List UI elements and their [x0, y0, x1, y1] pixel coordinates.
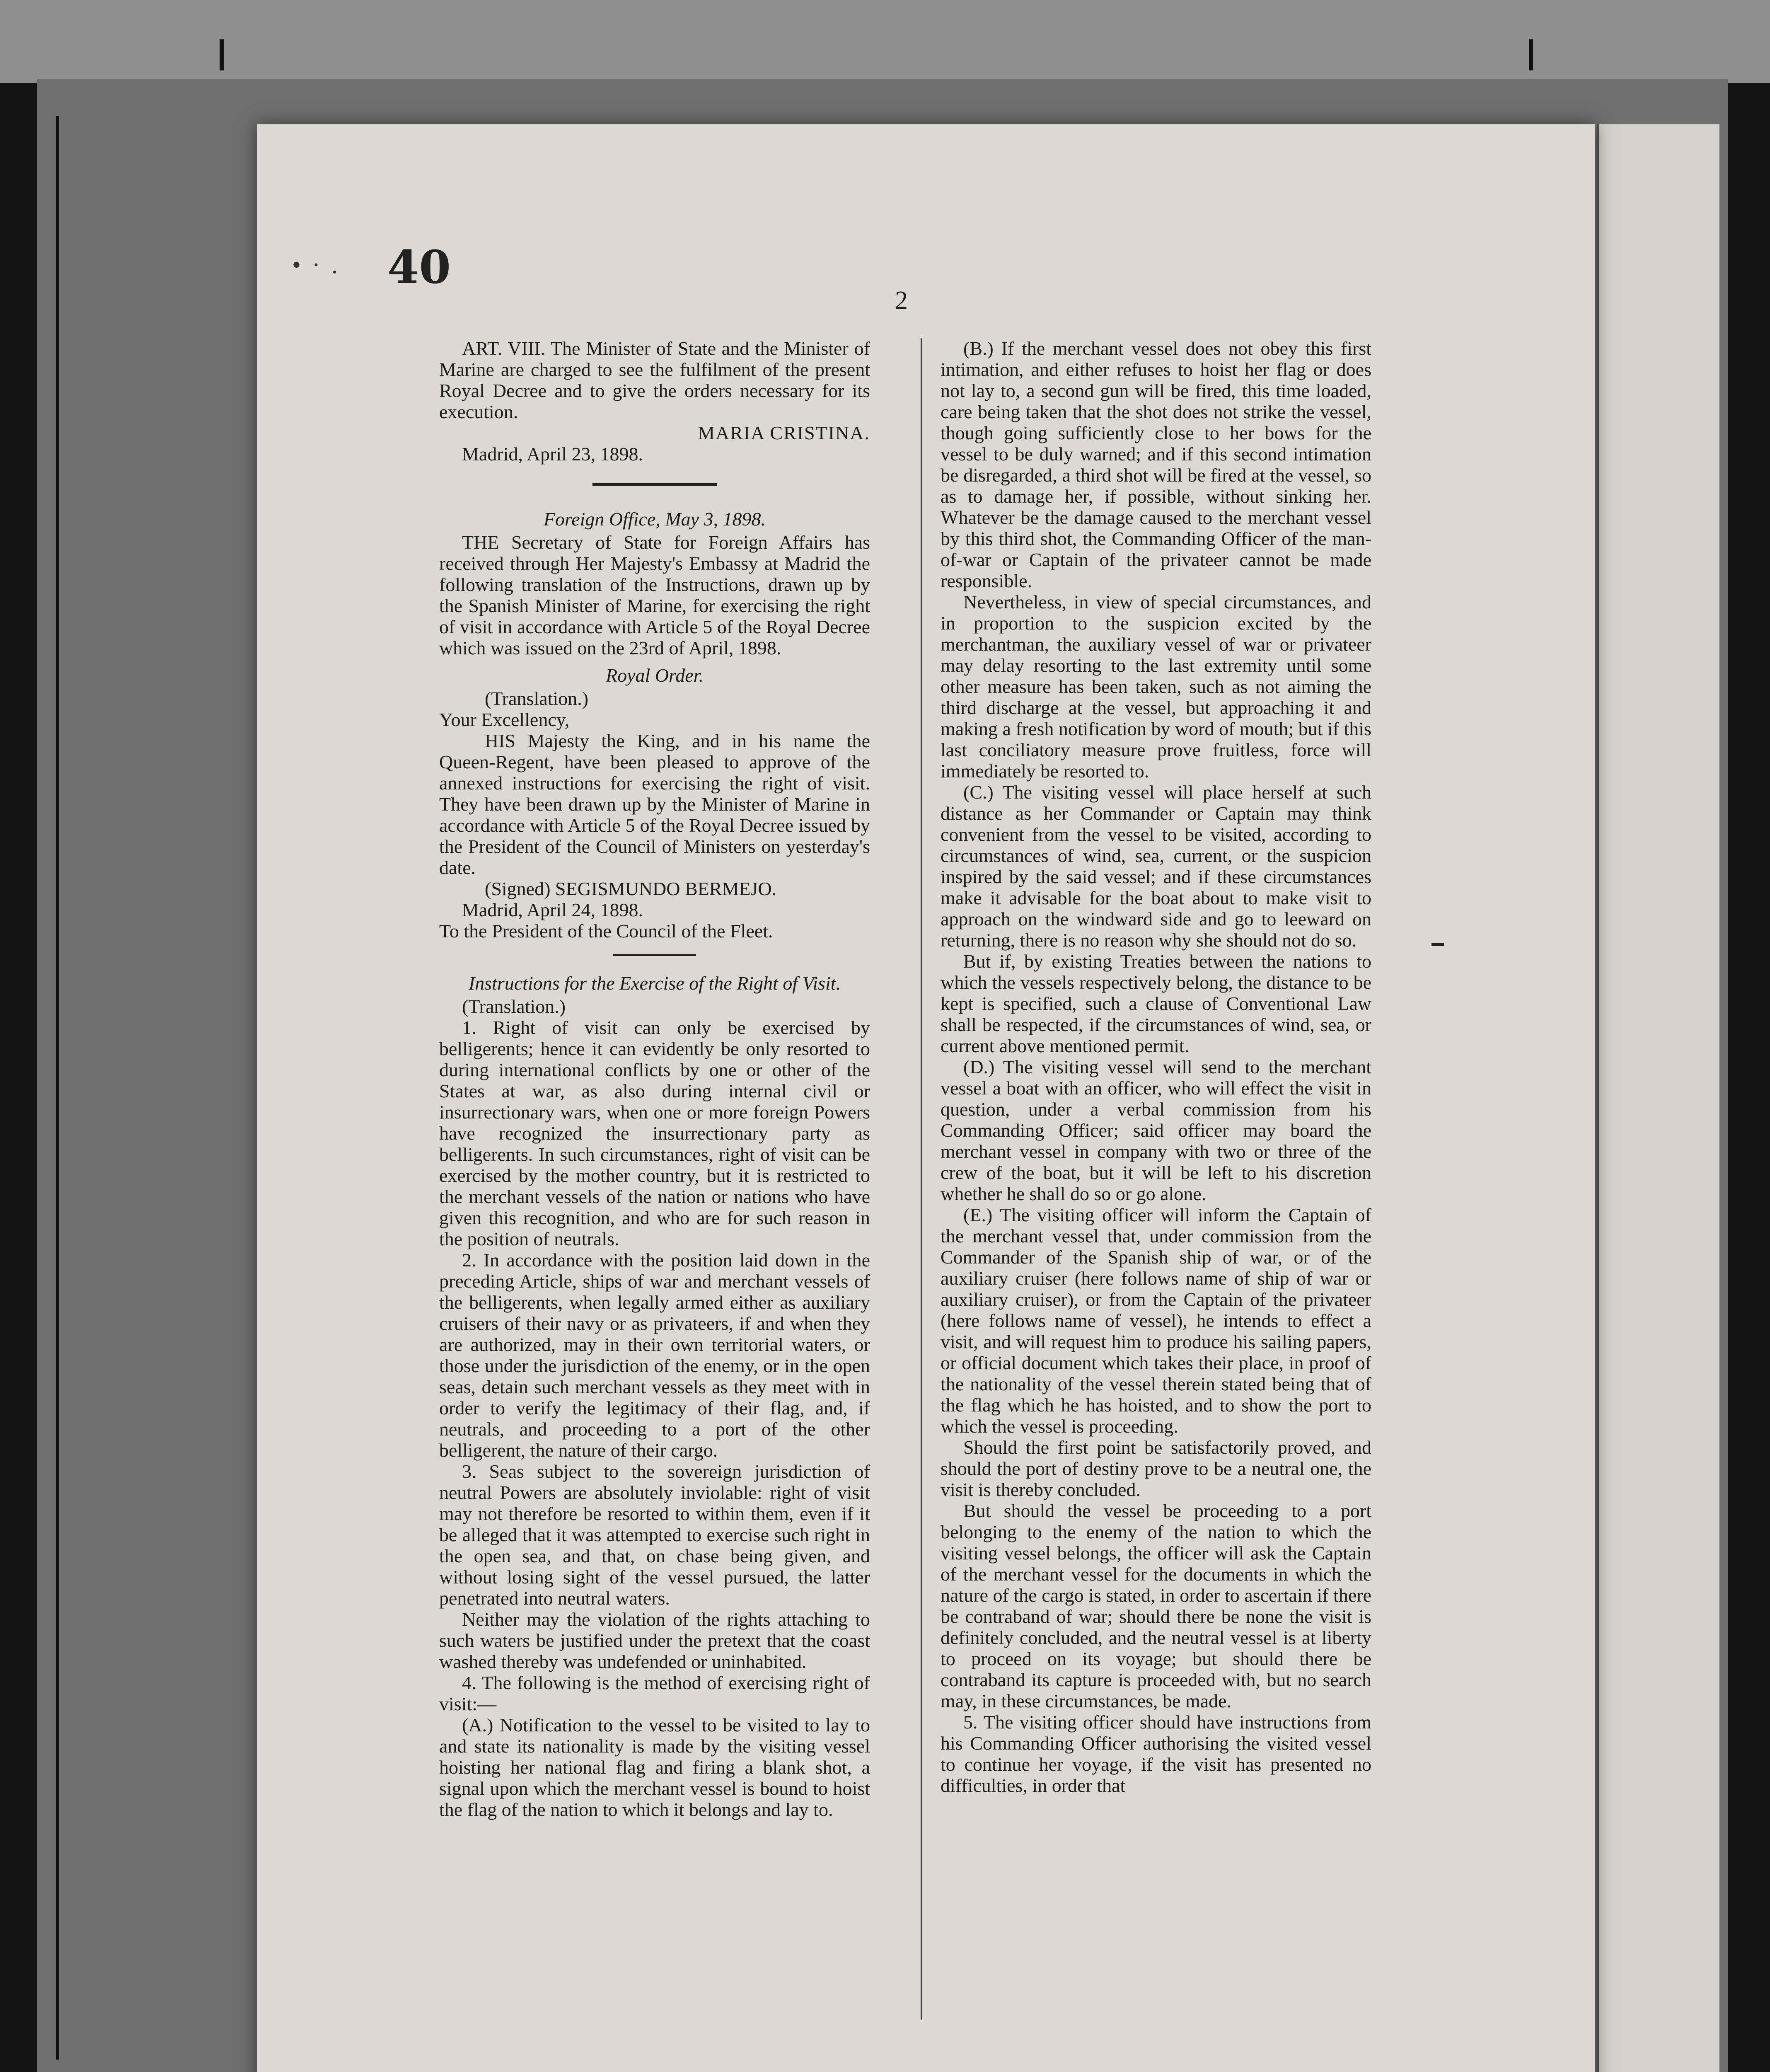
paragraph: Should the first point be satisfactorily proved, and should the port of destiny prove to be a neutral one, the visit is thereby concluded.: [941, 1437, 1371, 1500]
paragraph: Foreign Office, May 3, 1898.: [543, 508, 766, 530]
paragraph: Madrid, April 23, 1898.: [462, 443, 643, 465]
paragraph: (Signed) SEGISMUNDO BERMEJO.: [485, 878, 777, 899]
paragraph: Madrid, April 24, 1898.: [462, 899, 643, 920]
paragraph: THE Secretary of State for Foreign Affairs has received through Her Majesty's Embassy at Madrid the following translation of the Instructions, drawn up by the Spanish Minister of Marine, for exercising the right of visit in accordance with Article 5 of the Royal Decree which was issued on the 23rd of April, 1898.: [439, 532, 870, 658]
paragraph: Neither may the violation of the rights attaching to such waters be justified under the pretext that the coast washed thereby was undefended or uninhabited.: [439, 1609, 870, 1672]
paragraph: ART. VIII. The Minister of State and the Minister of Marine are charged to see the fulfilment of the present Royal Decree and to give the orders necessary for its execution.: [439, 338, 870, 422]
paragraph: To the President of the Council of the Fleet.: [439, 920, 773, 942]
paragraph: 5. The visiting officer should have instructions from his Commanding Officer authorising the visited vessel to continue her voyage, if the visit has presented no difficulties, in order that: [941, 1711, 1371, 1796]
right-column: [941, 338, 1371, 1796]
paragraph: 1. Right of visit can only be exercised by belligerents; hence it can evidently be only resorted to during international conflicts by one or other of the States at war, as also during internal civil or insurrectionary wars, when one or more foreign Powers have recognized the insurrectionary party as belligerents. In such circumstances, right of visit can be exercised by the mother country, but it is restricted to the merchant vessels of the nation or nations who have given this recognition, and who are for such reason in the position of neutrals.: [439, 1017, 870, 1249]
paragraph: Royal Order.: [606, 665, 704, 686]
paragraph: (D.) The visiting vessel will send to the merchant vessel a boat with an officer, who will effect the visit in question, under a verbal commission from his Commanding Officer; said officer may board the merchant vessel in company with two or three of the crew of the boat, but it will be left to his discretion whether he shall do so or go alone.: [941, 1056, 1371, 1204]
film-edge-mark: [1529, 39, 1533, 70]
paragraph: (E.) The visiting officer will inform the Captain of the merchant vessel that, under commission from the Commander of the Spanish ship of war, or of the auxiliary cruiser (here follows name of ship of war or auxiliary cruiser), or from the Captain of the privateer (here follows name of vessel), he intends to effect a visit, and will request him to produce his sailing papers, or official document which takes their place, in proof of the nationality of the vessel therein stated being that of the flag which he has hoisted, and to show the port to which the vessel is proceeding.: [941, 1204, 1371, 1437]
paragraph: But should the vessel be proceeding to a port belonging to the enemy of the nation to which the visiting vessel belongs, the officer will ask the Captain of the merchant vessel for the documents in which the nature of the cargo is stated, in order to ascertain if there be contraband of war; should there be none the visit is definitely concluded, and the neutral vessel is at liberty to proceed on its voyage; but should there be contraband its capture is proceeded with, but no search may, in these circumstances, be made.: [941, 1500, 1371, 1711]
paragraph: Nevertheless, in view of special circumstances, and in proportion to the suspicion excited by the merchantman, the auxiliary vessel of war or privateer may delay resorting to the last extremity until some other measure has been taken, such as not aiming the third discharge at the vessel, but approaching it and making a fresh notification by word of mouth; but if this last conciliatory measure prove fruitless, force will immediately be resorted to.: [941, 591, 1371, 782]
film-edge-mark: [220, 39, 224, 70]
paragraph: But if, by existing Treaties between the nations to which the vessels respectively belong, the distance to be kept is specified, such a clause of Conventional Law shall be respected, if the circumstances of wind, sea, or current above mentioned permit.: [941, 951, 1371, 1056]
next-page-sliver: [1599, 124, 1719, 2072]
paragraph: (C.) The visiting vessel will place herself at such distance as her Commander or Captain may think convenient from the vessel to be visited, according to circumstances of wind, sea, current, or the suspicion inspired by the said vessel; and if these circumstances make it advisable for the boat about to make visit to approach on the windward side and go to leeward on returning, there is no reason why she should not do so.: [941, 782, 1371, 951]
paragraph: MARIA CRISTINA.: [698, 422, 870, 443]
archive-stamp-number: 40: [387, 240, 451, 294]
margin-mark: [1431, 943, 1444, 946]
section-rule: [592, 483, 717, 486]
page-number: 2: [895, 286, 908, 315]
page-marks: • · .: [292, 251, 340, 278]
paragraph: Your Excellency,: [439, 709, 570, 730]
paragraph: (Translation.): [462, 996, 566, 1017]
paragraph: (A.) Notification to the vessel to be visited to lay to and state its nationality is made by the visiting vessel hoisting her national flag and firing a blank shot, a signal upon which the merchant vessel is bound to hoist the flag of the nation to which it belongs and lay to.: [439, 1714, 870, 1820]
paragraph: 3. Seas subject to the sovereign jurisdiction of neutral Powers are absolutely inviolable: right of visit may not therefore be resorted to within them, even if it be alleged that it was attempted to exercise such right in the open sea, and that, on chase being given, and without losing sight of the vessel pursued, the latter penetrated into neutral waters.: [439, 1461, 870, 1609]
board-edge-line: [56, 116, 59, 2060]
column-divider: [921, 338, 922, 2020]
section-rule: [613, 954, 696, 956]
paragraph: (Translation.): [485, 688, 589, 709]
paragraph: (B.) If the merchant vessel does not obey this first intimation, and either refuses to hoist her flag or does not lay to, a second gun will be fired, this time loaded, care being taken that the shot does not strike the vessel, though going sufficiently close to her bows for the vessel to be duly warned; and if this second intimation be disregarded, a third shot will be fired at the vessel, so as to damage her, if possible, without sinking her. Whatever be the damage caused to the merchant vessel by this third shot, the Commanding Officer of the man-of-war or Captain of the privateer cannot be made responsible.: [941, 338, 1371, 591]
paragraph: Instructions for the Exercise of the Right of Visit.: [468, 973, 841, 994]
film-top-strip: [0, 0, 1770, 83]
paragraph: 2. In accordance with the position laid down in the preceding Article, ships of war and merchant vessels of the belligerents, when legally armed either as auxiliary cruisers of their navy or as privateers, if and when they are authorized, may in their own territorial waters, or those under the jurisdiction of the enemy, or in the open seas, detain such merchant vessels as they meet with in order to verify the legitimacy of their flag, and, if neutrals, and proceeding to a port of the other belligerent, the nature of their cargo.: [439, 1249, 870, 1461]
paragraph: 4. The following is the method of exercising right of visit:—: [439, 1672, 870, 1714]
paragraph: HIS Majesty the King, and in his name the Queen-Regent, have been pleased to approve of the annexed instructions for exercising the right of visit. They have been drawn up by the Minister of Marine in accordance with Article 5 of the Royal Decree issued by the President of the Council of Ministers on yesterday's date.: [439, 730, 870, 878]
left-column: [439, 338, 870, 1820]
